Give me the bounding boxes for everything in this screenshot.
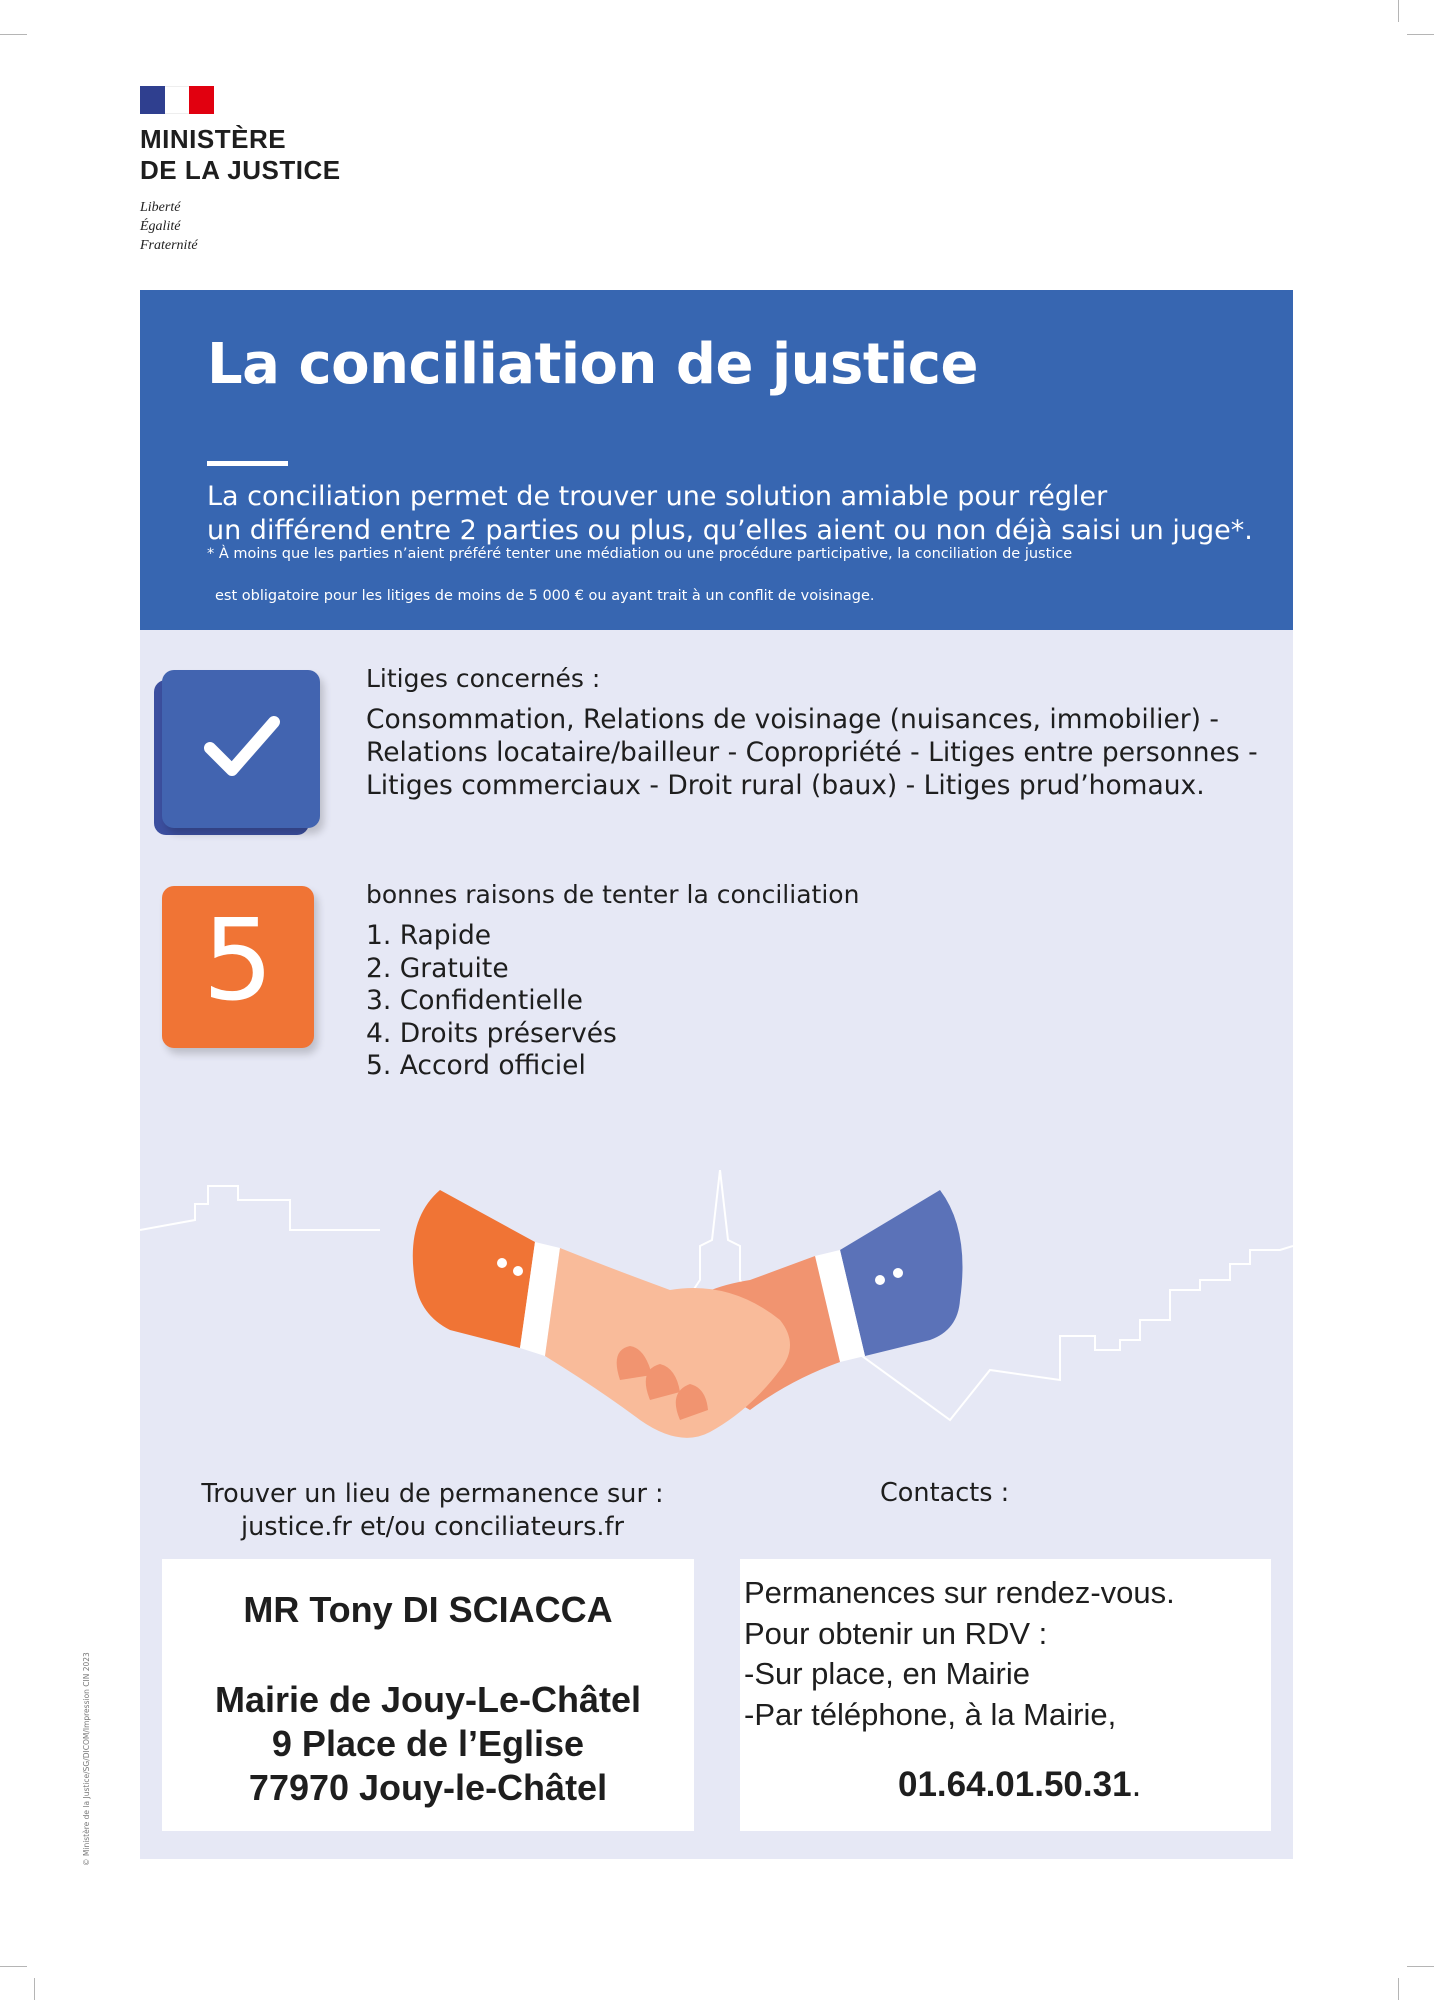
footnote-line: * À moins que les parties n’aient préféré tenter une médiation ou une procédure participative, la conciliation de justice (207, 546, 1073, 562)
ministry-motto: Liberté Égalité Fraternité (140, 200, 198, 253)
handshake-illustration (140, 1170, 1293, 1470)
checkmark-badge (162, 670, 322, 830)
rdv-line: Pour obtenir un RDV : (744, 1615, 1048, 1651)
hands (545, 1248, 840, 1438)
ministry-logo (140, 86, 341, 255)
conciliator-address (162, 1678, 694, 1810)
rdv-box (740, 1559, 1271, 1831)
credit-text: © Ministère de la Justice/SG/DICOM/Impression CIN 2023 (82, 1652, 91, 1866)
find-line: justice.fr et/ou conciliateurs.fr (240, 1512, 624, 1542)
crop-mark (0, 34, 27, 35)
crop-mark (1398, 1978, 1399, 2000)
litiges-heading: Litiges concernés : (366, 664, 601, 693)
crop-mark (1407, 34, 1434, 35)
address-line: 9 Place de l’Eglise (271, 1723, 585, 1764)
intro-line: un différend entre 2 parties ou plus, qu’elles aient ou non déjà saisi un juge*. (207, 515, 1253, 546)
raisons-heading: bonnes raisons de tenter la conciliation (366, 880, 860, 909)
crop-mark (1407, 1966, 1434, 1967)
raisons-list (366, 920, 617, 1083)
crop-mark (1398, 0, 1399, 22)
right-arm (815, 1190, 963, 1362)
rdv-text (744, 1573, 1175, 1735)
marianne-flag-icon (140, 86, 214, 114)
rdv-line: -Par téléphone, à la Mairie, (744, 1696, 1117, 1732)
address-line: Mairie de Jouy-Le-Châtel (214, 1679, 642, 1720)
list-item: 4. Droits préservés (366, 1017, 617, 1049)
footnote-line: est obligatoire pour les litiges de moins de 5 000 € ou ayant trait à un conflit de voisinage. (215, 588, 875, 604)
address-line: 77970 Jouy-le-Châtel (248, 1767, 608, 1808)
intro-text (207, 480, 1253, 548)
intro-line: La conciliation permet de trouver une solution amiable pour régler (207, 481, 1108, 512)
list-item: 3. Confidentielle (366, 985, 583, 1016)
header-banner (140, 290, 1293, 630)
page-title: La conciliation de justice (207, 332, 978, 397)
contacts-label: Contacts : (880, 1478, 1010, 1508)
rdv-line: -Sur place, en Mairie (744, 1656, 1031, 1691)
list-item: 5. Accord officiel (366, 1050, 586, 1081)
list-item: 2. Gratuite (366, 952, 509, 984)
ministry-name: MINISTÈRE DE LA JUSTICE (140, 124, 341, 185)
conciliator-box (162, 1559, 694, 1831)
poster-panel (140, 290, 1293, 1859)
crop-mark (0, 1966, 27, 1967)
litiges-line: Relations locataire/bailleur - Copropriété - Litiges entre personnes - (366, 737, 1258, 768)
litiges-line: Litiges commerciaux - Droit rural (baux) - Litiges prud’homaux. (366, 770, 1205, 801)
find-line: Trouver un lieu de permanence sur : (201, 1479, 664, 1509)
left-arm (413, 1190, 560, 1356)
checkmark-icon (202, 712, 282, 782)
find-location-text (140, 1478, 725, 1544)
litiges-line: Consommation, Relations de voisinage (nuisances, immobilier) - (366, 704, 1219, 735)
title-rule (207, 461, 288, 466)
five-badge (162, 886, 317, 1046)
list-item: 1. Rapide (366, 920, 492, 951)
phone-period: . (1131, 1765, 1142, 1804)
five-badge-number: 5 (202, 896, 274, 1026)
litiges-list (366, 703, 1258, 802)
phone-digits: 01.64.01.50.31 (898, 1765, 1132, 1804)
crop-mark (34, 1978, 35, 2000)
conciliator-name: MR Tony DI SCIACCA (243, 1589, 613, 1630)
phone-number (898, 1765, 1141, 1805)
rdv-line: Permanences sur rendez-vous. (744, 1575, 1175, 1610)
